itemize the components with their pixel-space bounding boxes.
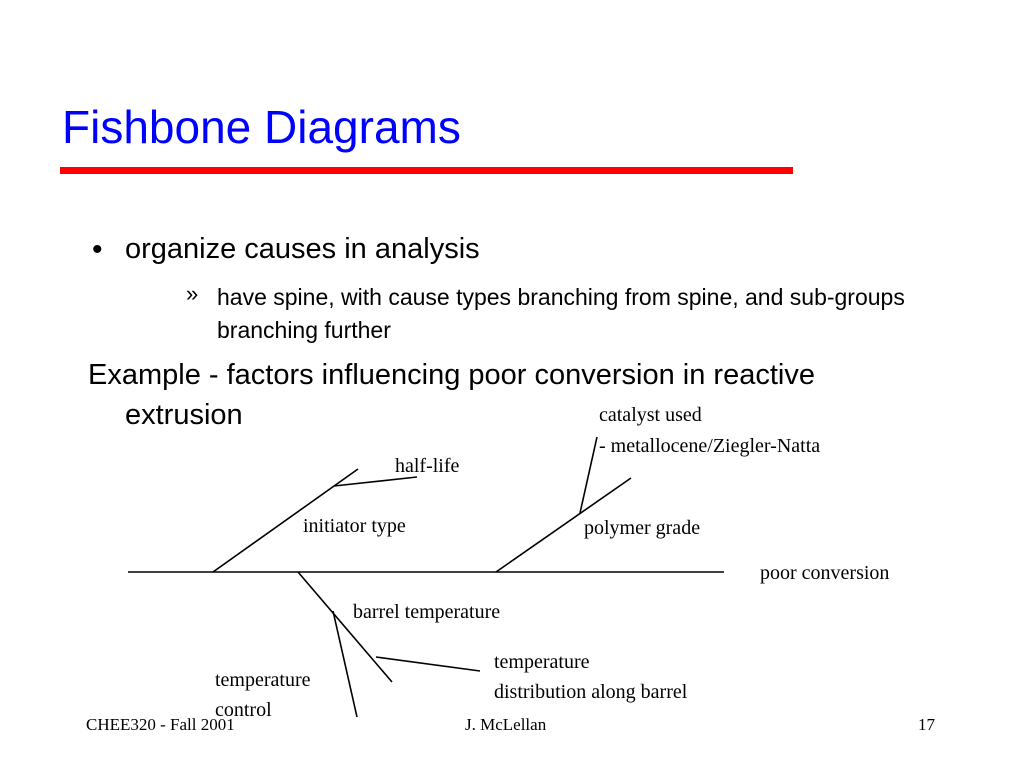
footer-author: J. McLellan [465, 715, 547, 734]
sub-bullet-marker: » [186, 281, 199, 306]
footer-page-number: 17 [918, 715, 935, 734]
bullet-marker: • [92, 233, 103, 266]
label-barrel-temperature: barrel temperature [353, 601, 501, 623]
bullet-text: organize causes in analysis [125, 233, 480, 265]
label-polymer-grade: polymer grade [584, 517, 701, 539]
label-catalyst-used: catalyst used [599, 404, 702, 426]
footer-course: CHEE320 - Fall 2001 [86, 715, 235, 734]
sub-bullet-text: have spine, with cause types branching from spine, and sub-groups branching further [217, 284, 905, 343]
label-catalyst-detail: - metallocene/Ziegler-Natta [599, 435, 821, 457]
sub-branch-catalyst-used [580, 437, 597, 513]
label-temperature-distribution-line2: distribution along barrel [494, 681, 688, 703]
label-temperature-control-line2: control [215, 699, 272, 721]
example-text: Example - factors influencing poor conversion in reactive extrusion [88, 359, 815, 431]
label-half-life: half-life [395, 455, 460, 477]
slide-title: Fishbone Diagrams [62, 101, 461, 153]
label-temperature-control-line1: temperature [215, 669, 311, 691]
label-initiator-type: initiator type [303, 515, 406, 537]
label-poor-conversion: poor conversion [760, 562, 890, 584]
label-temperature-distribution-line1: temperature [494, 651, 590, 673]
sub-branch-temperature-distribution [376, 657, 480, 671]
